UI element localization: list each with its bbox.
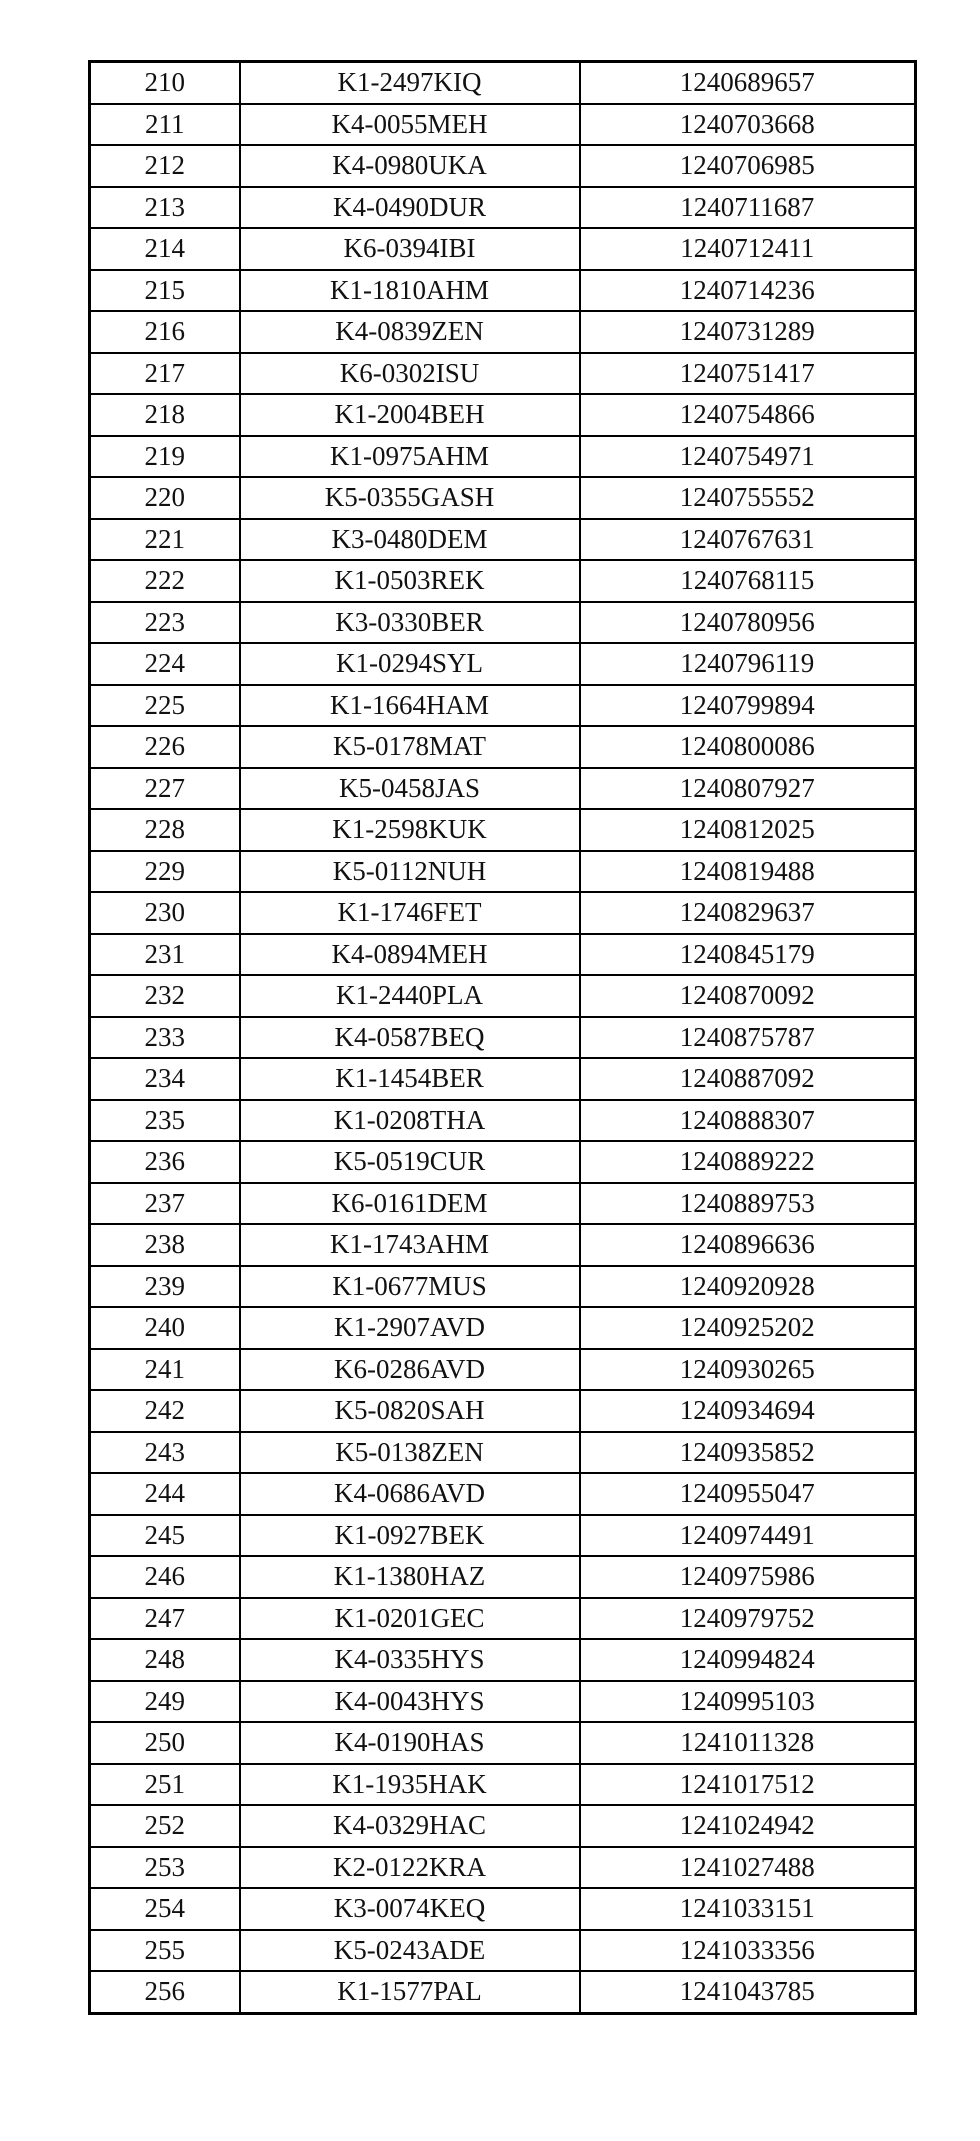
id-cell: 1240800086: [580, 726, 916, 768]
code-cell: K4-0490DUR: [240, 187, 580, 229]
table-row: [90, 1639, 916, 1681]
row-number-cell: 227: [90, 768, 240, 810]
id-cell: 1240754971: [580, 436, 916, 478]
id-cell: 1240994824: [580, 1639, 916, 1681]
code-cell: K1-2004BEH: [240, 394, 580, 436]
records-table: [88, 60, 917, 2015]
code-cell: K5-0519CUR: [240, 1141, 580, 1183]
id-cell: 1240711687: [580, 187, 916, 229]
table-row: [90, 1432, 916, 1474]
row-number-cell: 211: [90, 104, 240, 146]
id-cell: 1240887092: [580, 1058, 916, 1100]
table-row: [90, 934, 916, 976]
id-cell: 1240870092: [580, 975, 916, 1017]
id-cell: 1240875787: [580, 1017, 916, 1059]
code-cell: K5-0112NUH: [240, 851, 580, 893]
row-number-cell: 241: [90, 1349, 240, 1391]
code-cell: K1-2497KIQ: [240, 62, 580, 104]
code-cell: K1-1577PAL: [240, 1971, 580, 2013]
id-cell: 1240768115: [580, 560, 916, 602]
table-row: [90, 643, 916, 685]
id-cell: 1240896636: [580, 1224, 916, 1266]
row-number-cell: 232: [90, 975, 240, 1017]
code-cell: K4-0686AVD: [240, 1473, 580, 1515]
code-cell: K1-1935HAK: [240, 1764, 580, 1806]
id-cell: 1240974491: [580, 1515, 916, 1557]
row-number-cell: 235: [90, 1100, 240, 1142]
id-cell: 1240925202: [580, 1307, 916, 1349]
table-row: [90, 1930, 916, 1972]
id-cell: 1241033151: [580, 1888, 916, 1930]
table-row: [90, 104, 916, 146]
code-cell: K5-0178MAT: [240, 726, 580, 768]
code-cell: K1-0201GEC: [240, 1598, 580, 1640]
code-cell: K1-1743AHM: [240, 1224, 580, 1266]
code-cell: K3-0074KEQ: [240, 1888, 580, 1930]
id-cell: 1240807927: [580, 768, 916, 810]
code-cell: K6-0394IBI: [240, 228, 580, 270]
row-number-cell: 231: [90, 934, 240, 976]
id-cell: 1240755552: [580, 477, 916, 519]
code-cell: K3-0330BER: [240, 602, 580, 644]
code-cell: K5-0820SAH: [240, 1390, 580, 1432]
id-cell: 1240935852: [580, 1432, 916, 1474]
row-number-cell: 212: [90, 145, 240, 187]
code-cell: K1-1746FET: [240, 892, 580, 934]
id-cell: 1240703668: [580, 104, 916, 146]
row-number-cell: 245: [90, 1515, 240, 1557]
id-cell: 1241033356: [580, 1930, 916, 1972]
code-cell: K5-0355GASH: [240, 477, 580, 519]
id-cell: 1241024942: [580, 1805, 916, 1847]
row-number-cell: 243: [90, 1432, 240, 1474]
row-number-cell: 252: [90, 1805, 240, 1847]
id-cell: 1240799894: [580, 685, 916, 727]
id-cell: 1240706985: [580, 145, 916, 187]
row-number-cell: 213: [90, 187, 240, 229]
id-cell: 1240995103: [580, 1681, 916, 1723]
code-cell: K1-2907AVD: [240, 1307, 580, 1349]
row-number-cell: 217: [90, 353, 240, 395]
id-cell: 1240889753: [580, 1183, 916, 1225]
code-cell: K5-0458JAS: [240, 768, 580, 810]
table-row: [90, 62, 916, 104]
code-cell: K1-1810AHM: [240, 270, 580, 312]
table-row: [90, 560, 916, 602]
code-cell: K4-0980UKA: [240, 145, 580, 187]
id-cell: 1240689657: [580, 62, 916, 104]
id-cell: 1240920928: [580, 1266, 916, 1308]
table-row: [90, 519, 916, 561]
row-number-cell: 249: [90, 1681, 240, 1723]
id-cell: 1240767631: [580, 519, 916, 561]
table-row: [90, 892, 916, 934]
code-cell: K1-0503REK: [240, 560, 580, 602]
table-row: [90, 975, 916, 1017]
row-number-cell: 219: [90, 436, 240, 478]
code-cell: K1-0927BEK: [240, 1515, 580, 1557]
table-row: [90, 1805, 916, 1847]
id-cell: 1240829637: [580, 892, 916, 934]
id-cell: 1240975986: [580, 1556, 916, 1598]
table-row: [90, 1183, 916, 1225]
id-cell: 1240955047: [580, 1473, 916, 1515]
id-cell: 1240888307: [580, 1100, 916, 1142]
table-row: [90, 851, 916, 893]
id-cell: 1240930265: [580, 1349, 916, 1391]
table-row: [90, 1598, 916, 1640]
table-row: [90, 1266, 916, 1308]
id-cell: 1240714236: [580, 270, 916, 312]
id-cell: 1240979752: [580, 1598, 916, 1640]
table-row: [90, 1390, 916, 1432]
table-row: [90, 1473, 916, 1515]
id-cell: 1240751417: [580, 353, 916, 395]
row-number-cell: 228: [90, 809, 240, 851]
row-number-cell: 234: [90, 1058, 240, 1100]
id-cell: 1240845179: [580, 934, 916, 976]
code-cell: K2-0122KRA: [240, 1847, 580, 1889]
code-cell: K4-0587BEQ: [240, 1017, 580, 1059]
id-cell: 1240754866: [580, 394, 916, 436]
row-number-cell: 225: [90, 685, 240, 727]
table-row: [90, 602, 916, 644]
table-row: [90, 726, 916, 768]
id-cell: 1241017512: [580, 1764, 916, 1806]
records-table-body: [90, 62, 916, 2014]
code-cell: K6-0302ISU: [240, 353, 580, 395]
table-row: [90, 394, 916, 436]
row-number-cell: 253: [90, 1847, 240, 1889]
table-row: [90, 1224, 916, 1266]
row-number-cell: 237: [90, 1183, 240, 1225]
row-number-cell: 246: [90, 1556, 240, 1598]
table-row: [90, 145, 916, 187]
code-cell: K5-0138ZEN: [240, 1432, 580, 1474]
code-cell: K6-0286AVD: [240, 1349, 580, 1391]
table-row: [90, 1971, 916, 2013]
id-cell: 1240812025: [580, 809, 916, 851]
code-cell: K4-0839ZEN: [240, 311, 580, 353]
id-cell: 1240934694: [580, 1390, 916, 1432]
row-number-cell: 223: [90, 602, 240, 644]
table-row: [90, 1307, 916, 1349]
table-row: [90, 1017, 916, 1059]
id-cell: 1240780956: [580, 602, 916, 644]
row-number-cell: 220: [90, 477, 240, 519]
table-row: [90, 809, 916, 851]
table-row: [90, 270, 916, 312]
id-cell: 1240796119: [580, 643, 916, 685]
row-number-cell: 210: [90, 62, 240, 104]
row-number-cell: 255: [90, 1930, 240, 1972]
table-row: [90, 1722, 916, 1764]
table-row: [90, 353, 916, 395]
row-number-cell: 236: [90, 1141, 240, 1183]
row-number-cell: 240: [90, 1307, 240, 1349]
table-row: [90, 1058, 916, 1100]
code-cell: K6-0161DEM: [240, 1183, 580, 1225]
row-number-cell: 233: [90, 1017, 240, 1059]
table-row: [90, 1515, 916, 1557]
row-number-cell: 215: [90, 270, 240, 312]
table-row: [90, 1847, 916, 1889]
code-cell: K4-0335HYS: [240, 1639, 580, 1681]
code-cell: K4-0055MEH: [240, 104, 580, 146]
id-cell: 1241027488: [580, 1847, 916, 1889]
code-cell: K3-0480DEM: [240, 519, 580, 561]
code-cell: K4-0894MEH: [240, 934, 580, 976]
code-cell: K1-0294SYL: [240, 643, 580, 685]
row-number-cell: 218: [90, 394, 240, 436]
code-cell: K1-0208THA: [240, 1100, 580, 1142]
row-number-cell: 247: [90, 1598, 240, 1640]
row-number-cell: 242: [90, 1390, 240, 1432]
row-number-cell: 244: [90, 1473, 240, 1515]
table-row: [90, 1764, 916, 1806]
row-number-cell: 221: [90, 519, 240, 561]
row-number-cell: 248: [90, 1639, 240, 1681]
table-row: [90, 1888, 916, 1930]
code-cell: K1-0677MUS: [240, 1266, 580, 1308]
row-number-cell: 230: [90, 892, 240, 934]
table-row: [90, 311, 916, 353]
table-row: [90, 1681, 916, 1723]
table-row: [90, 1141, 916, 1183]
row-number-cell: 216: [90, 311, 240, 353]
row-number-cell: 214: [90, 228, 240, 270]
row-number-cell: 256: [90, 1971, 240, 2013]
row-number-cell: 254: [90, 1888, 240, 1930]
table-row: [90, 1349, 916, 1391]
table-row: [90, 228, 916, 270]
row-number-cell: 238: [90, 1224, 240, 1266]
table-row: [90, 187, 916, 229]
code-cell: K5-0243ADE: [240, 1930, 580, 1972]
code-cell: K1-2440PLA: [240, 975, 580, 1017]
row-number-cell: 229: [90, 851, 240, 893]
table-row: [90, 768, 916, 810]
code-cell: K1-1664HAM: [240, 685, 580, 727]
table-row: [90, 1556, 916, 1598]
table-row: [90, 436, 916, 478]
code-cell: K4-0043HYS: [240, 1681, 580, 1723]
row-number-cell: 239: [90, 1266, 240, 1308]
code-cell: K4-0190HAS: [240, 1722, 580, 1764]
id-cell: 1240889222: [580, 1141, 916, 1183]
id-cell: 1240731289: [580, 311, 916, 353]
table-row: [90, 1100, 916, 1142]
row-number-cell: 226: [90, 726, 240, 768]
code-cell: K4-0329HAC: [240, 1805, 580, 1847]
table-row: [90, 477, 916, 519]
table-row: [90, 685, 916, 727]
code-cell: K1-1380HAZ: [240, 1556, 580, 1598]
code-cell: K1-2598KUK: [240, 809, 580, 851]
id-cell: 1241043785: [580, 1971, 916, 2013]
row-number-cell: 250: [90, 1722, 240, 1764]
id-cell: 1240712411: [580, 228, 916, 270]
row-number-cell: 224: [90, 643, 240, 685]
code-cell: K1-1454BER: [240, 1058, 580, 1100]
id-cell: 1241011328: [580, 1722, 916, 1764]
code-cell: K1-0975AHM: [240, 436, 580, 478]
id-cell: 1240819488: [580, 851, 916, 893]
row-number-cell: 251: [90, 1764, 240, 1806]
row-number-cell: 222: [90, 560, 240, 602]
